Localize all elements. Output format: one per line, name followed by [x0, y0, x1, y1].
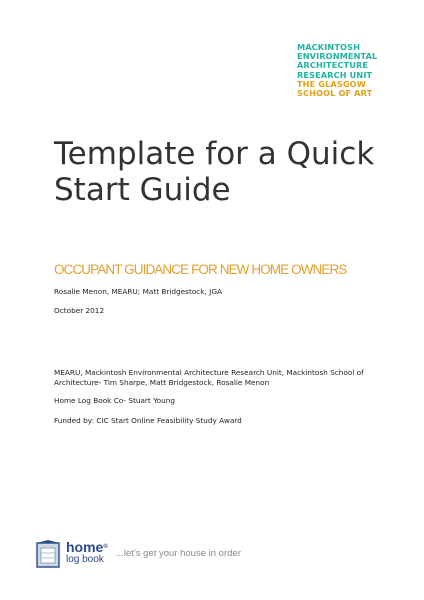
brand-home: home®	[66, 539, 108, 555]
house-icon	[36, 540, 62, 568]
logo-line: SCHOOL OF ART	[297, 88, 373, 99]
brand-tagline: ...let's get your house in order	[116, 548, 241, 559]
logo-line: THE GLASGOW	[297, 78, 366, 89]
logo-line: ARCHITECTURE	[297, 60, 369, 71]
document-subtitle: OCCUPANT GUIDANCE FOR NEW HOME OWNERS	[54, 262, 347, 277]
authors: Rosalie Menon, MEARU; Matt Bridgestock, JGA	[54, 287, 222, 296]
credits: MEARU, Mackintosh Environmental Architecture Research Unit, Mackintosh School of Architecture- Tim Sharpe, Matt Bridgestock, Rosalie Menon	[54, 368, 364, 387]
home-log-book-credit: Home Log Book Co- Stuart Young	[54, 396, 175, 405]
logo-line: ENVIRONMENTAL	[297, 51, 378, 62]
document-title: Template for a Quick Start Guide	[54, 136, 375, 208]
home-log-book-logo	[36, 540, 276, 570]
logo-line: RESEARCH UNIT	[297, 69, 373, 80]
brand-logbook: log book	[66, 554, 104, 565]
registered-mark: ®	[103, 544, 108, 550]
funding-note: Funded by: CIC Start Online Feasibility Study Award	[54, 416, 242, 425]
document-date: October 2012	[54, 306, 105, 315]
logo-line: MACKINTOSH	[297, 42, 361, 52]
mearu-gsa-logo	[297, 43, 407, 98]
